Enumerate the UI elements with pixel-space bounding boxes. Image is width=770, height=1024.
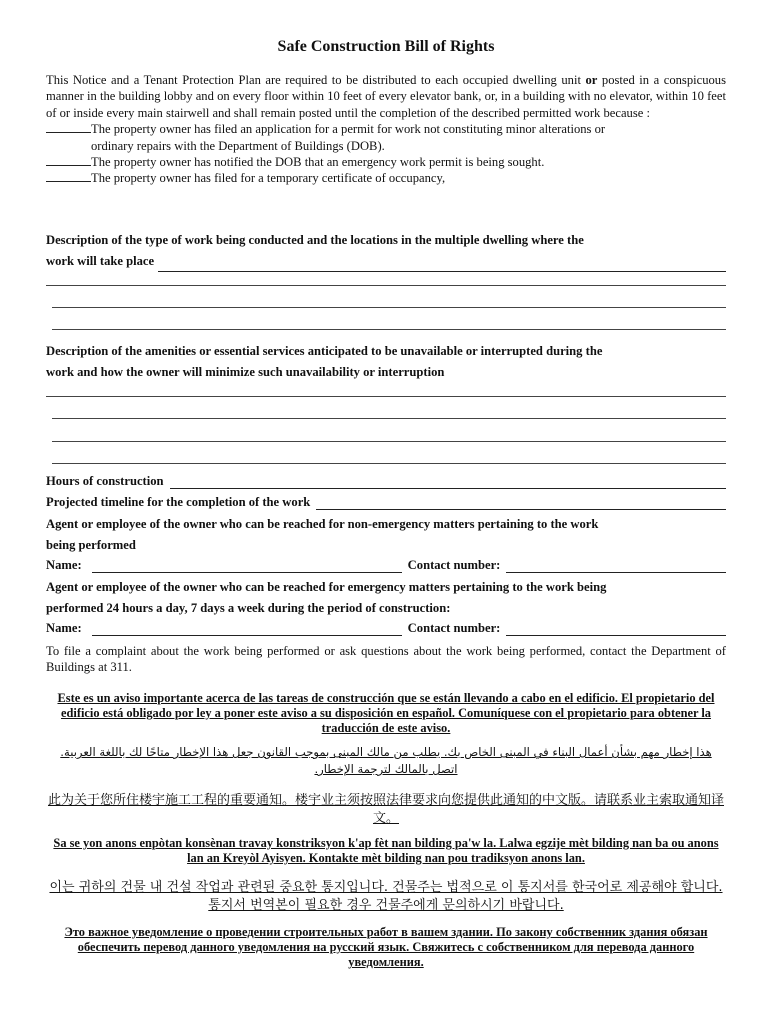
agent-nonemergency-line2: being performed [46, 538, 136, 552]
check-blank[interactable] [46, 122, 91, 133]
amenities-description-line[interactable] [52, 441, 726, 442]
intro-or: or [585, 73, 598, 87]
hours-field[interactable] [170, 476, 726, 489]
checklist-item-occupancy[interactable] [46, 170, 726, 186]
creole-notice: Sa se yon anons enpòtan konsènan travay konstriksyon k'ap fèt nan bilding pa'w la. Lalwa egzije mèt bilding nan ba ou anons lan an Kreyòl Ayisyen. Kontakte mèt bilding nan pou tradiksyon anons lan. [53, 836, 719, 866]
amenities-description-line1: Description of the amenities or essential services anticipated to be unavailable or interrupted during the [46, 344, 603, 358]
check-blank[interactable] [46, 155, 91, 166]
spanish-notice: Este es un aviso importante acerca de las tareas de construcción que se están llevando a cabo en el edificio. El propietario del edificio está obligado por ley a poner este aviso a su disposición en español. Comuníquese con el propietario para obtener la traducción de este aviso. [57, 691, 715, 736]
checklist-item-label: The property owner has filed an application for a permit for work not constituting minor alterations or [91, 122, 606, 137]
timeline-label: Projected timeline for the completion of the work [46, 495, 311, 509]
checklist-item-emergency[interactable] [46, 154, 726, 170]
intro-text [46, 72, 726, 121]
intro-text-before: This Notice and a Tenant Protection Plan are required to be distributed to each occupied dwelling unit [46, 73, 586, 87]
name-label: Name: [46, 558, 82, 572]
agent-nonemergency-label [46, 514, 726, 556]
work-description-line[interactable] [46, 285, 726, 286]
work-description-field[interactable] [158, 259, 726, 272]
timeline-field[interactable] [316, 497, 726, 510]
hours-row [46, 474, 726, 489]
nonemergency-contact-field[interactable] [506, 560, 726, 573]
amenities-description-line[interactable] [52, 418, 726, 419]
work-description-label [46, 230, 726, 272]
intro-text-after: posted in a conspicuous manner in the building lobby and on every floor within 10 feet of every elevator bank, or, in a building with no elevator, within 10 feet of or inside every main stairwell and shall remain posted until the completion of the described permitted work because : [46, 73, 726, 120]
amenities-description-line[interactable] [46, 396, 726, 397]
amenities-description-line[interactable] [52, 463, 726, 464]
work-description-line[interactable] [52, 329, 726, 330]
intro-paragraph [46, 72, 726, 187]
timeline-row [46, 495, 726, 510]
complaint-text: To file a complaint about the work being performed or ask questions about the work being performed, contact the Department of Buildings at 311. [46, 644, 726, 675]
agent-emergency-line2: performed 24 hours a day, 7 days a week during the period of construction: [46, 601, 451, 615]
nonemergency-name-field[interactable] [92, 560, 402, 573]
emergency-contact-row [46, 621, 726, 636]
emergency-name-field[interactable] [92, 623, 402, 636]
amenities-description-label [46, 341, 726, 383]
hours-label: Hours of construction [46, 474, 164, 488]
emergency-contact-field[interactable] [506, 623, 726, 636]
chinese-notice: 此为关于您所住楼宇施工工程的重要通知。楼宇业主须按照法律要求向您提供此通知的中文版。请联系业主索取通知译文。 [47, 793, 724, 826]
work-description-line2: work will take place [46, 254, 155, 268]
checklist-item-permit[interactable] [46, 121, 726, 137]
arabic-notice: هذا إخطار مهم بشأن أعمال البناء في المبنى الخاص بك. يطلب من مالك المبنى بموجب القانون جعل هذا الإخطار متاحًا لك باللغة العربية. اتصل بالمالك لترجمة الإخطار. [60, 745, 712, 776]
agent-nonemergency-line1: Agent or employee of the owner who can be reached for non-emergency matters pertaining to the work [46, 517, 599, 531]
russian-notice: Это важное уведомление о проведении строительных работ в вашем здании. По закону собственник здания обязан обеспечить перевод данного уведомления на русский язык. Свяжитесь с собственником для перевода данного уведомления. [64, 925, 708, 970]
agent-emergency-label [46, 577, 726, 619]
work-description-line1: Description of the type of work being conducted and the locations in the multiple dwelling where the [46, 233, 584, 247]
checklist-item-label: ordinary repairs with the Department of Buildings (DOB). [91, 138, 385, 153]
checklist-item-label: The property owner has notified the DOB that an emergency work permit is being sought. [91, 155, 545, 170]
contact-label: Contact number: [407, 558, 501, 572]
page-title: Safe Construction Bill of Rights [277, 38, 495, 55]
checklist-item-label: The property owner has filed for a temporary certificate of occupancy, [91, 171, 446, 186]
check-blank[interactable] [46, 171, 91, 182]
contact-label: Contact number: [407, 621, 501, 635]
name-label: Name: [46, 621, 82, 635]
amenities-description-line2: work and how the owner will minimize such unavailability or interruption [46, 365, 445, 379]
agent-emergency-line1: Agent or employee of the owner who can be reached for emergency matters pertaining to the work being [46, 580, 607, 594]
checklist-item-continuation [46, 138, 726, 154]
work-description-line[interactable] [52, 307, 726, 308]
nonemergency-contact-row [46, 558, 726, 573]
korean-notice: 이는 귀하의 건물 내 건설 작업과 관련된 중요한 통지입니다. 건물주는 법적으로 이 통지서를 한국어로 제공해야 합니다. 통지서 번역본이 필요한 경우 건물주에게 문의하시기 바랍니다. [49, 880, 723, 913]
